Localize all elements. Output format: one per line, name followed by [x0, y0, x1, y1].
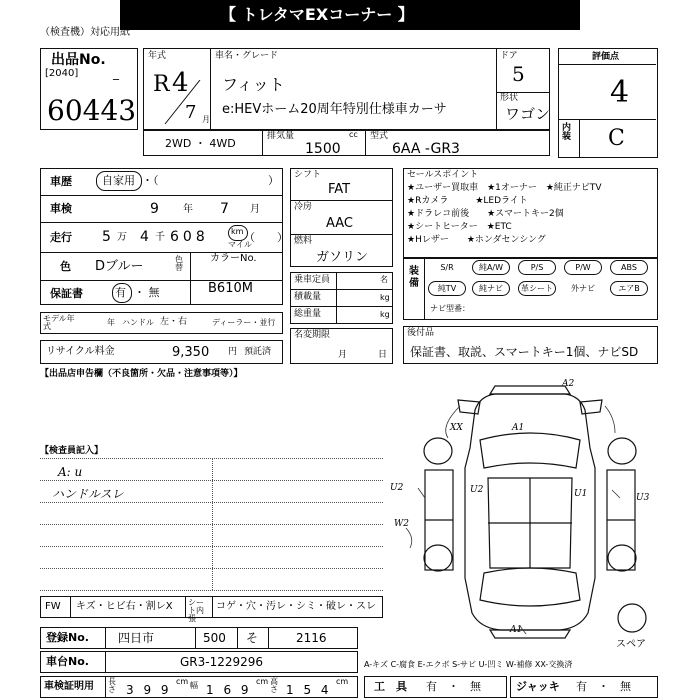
- color-no-label: カラーNo.: [210, 253, 257, 264]
- legend: A-キズ C-腐食 E-エクボ S-サビ U-凹ミ W-補修 XX-交換済: [364, 660, 573, 669]
- registration-number: 2116: [296, 631, 327, 645]
- width-value: 1 6 9: [206, 683, 252, 697]
- warranty-label: 保証書: [50, 287, 83, 300]
- car-grade: e:HEVホーム20周年特別仕様車カーサ: [222, 102, 447, 117]
- inspection-year-unit: 年: [183, 204, 193, 215]
- spare-label: スペア: [616, 639, 646, 650]
- color-label: 色: [60, 260, 71, 273]
- inspection-month: 7: [220, 201, 229, 217]
- equipment-label: 装備: [409, 266, 419, 289]
- equip-airbag: エアB: [610, 281, 648, 296]
- history-close: ）: [268, 174, 279, 187]
- score-exterior: 4: [610, 75, 630, 110]
- width-label: 幅: [190, 681, 198, 690]
- name-change-month: 月: [338, 350, 348, 360]
- sales-line-1: ★ユーザー買取車 ★1オーナー ★純正ナビTV: [407, 183, 602, 193]
- doors-label: ドア: [500, 51, 518, 61]
- color-value: Dブルー: [95, 259, 144, 274]
- seat-label: シート内張: [188, 598, 204, 623]
- load-label: 積載量: [294, 292, 322, 302]
- recycle-label: リサイクル料金: [46, 346, 115, 357]
- mark-left-front: XX: [450, 423, 463, 433]
- warranty-rest: ・ 無: [134, 286, 160, 299]
- fw-text: キズ・ヒビ右・割レX: [76, 601, 173, 612]
- history-value: 自家用: [102, 174, 135, 187]
- chassis-label: 車台No.: [46, 655, 89, 668]
- lot-label: 出品No.: [51, 52, 106, 68]
- length-label: 長さ: [108, 677, 116, 694]
- mileage-man-unit: 万: [117, 232, 127, 243]
- navi-model-label: ナビ型番：: [430, 304, 470, 313]
- warranty-value: 有: [115, 286, 126, 299]
- doors-value: 5: [512, 62, 525, 86]
- dealer-label: ディーラー・並行: [212, 318, 276, 327]
- recycle-value: 9,350: [172, 345, 210, 360]
- recycle-unit: 円: [228, 347, 238, 357]
- body-type-value: ワゴン: [505, 105, 551, 123]
- sales-line-4: ★シートヒーター ★ETC: [407, 222, 512, 232]
- mark-right-door: U1: [574, 489, 588, 499]
- mileage-rest: 608: [170, 229, 209, 245]
- load-unit: kg: [380, 293, 390, 302]
- model-label: 型式: [370, 131, 389, 141]
- certificate-label: 車検証明用: [44, 681, 94, 692]
- equip-tv: 純TV: [428, 281, 466, 296]
- inspection-label: 車検: [50, 202, 72, 215]
- inspector-note-1: A: u: [58, 465, 83, 479]
- height-label: 高さ: [270, 677, 278, 694]
- chassis-value: GR3-1229296: [180, 655, 264, 669]
- equip-sr: S/R: [440, 263, 454, 272]
- seat-text: コゲ・穴・汚レ・シミ・破レ・スレ: [216, 601, 376, 612]
- jack-label: ジャッキ: [516, 680, 560, 693]
- defects-label: 【出品店申告欄（不良箇所・欠品・注意事項等）】: [40, 369, 243, 379]
- header-bar: [120, 0, 580, 30]
- year-era: R: [153, 72, 170, 97]
- color-no: B610M: [208, 281, 253, 296]
- color-change-label: 色替: [175, 255, 183, 272]
- lot-number: 60443: [47, 94, 137, 127]
- registration-area: 四日市: [118, 631, 155, 645]
- model-change-year-unit: 年: [107, 318, 115, 327]
- fuel-value: ガソリン: [316, 250, 369, 265]
- height-unit: cm: [336, 677, 349, 686]
- fw-label: FW: [45, 601, 61, 612]
- accessories-value: 保証書、取説、スマートキー1個、ナビSD: [410, 345, 639, 359]
- sales-line-2: ★Rカメラ ★LEDライト: [407, 196, 528, 206]
- jack-value: 有 ・ 無: [576, 680, 631, 693]
- lot-box: 出品No. [2040] _ 60443: [40, 48, 138, 130]
- inspector-label: 【検査員記入】: [40, 446, 104, 456]
- header-title: 【 トレタマEXコーナー 】: [220, 5, 414, 24]
- sales-line-3: ★ドラレコ前後 ★スマートキー2個: [407, 209, 564, 219]
- top-note: （検査機）対応用紙: [40, 27, 130, 38]
- displacement-label: 排気量: [267, 131, 295, 141]
- drive-text: 2WD ・ 4WD: [165, 137, 236, 150]
- mileage-unit: km: [231, 227, 244, 236]
- year-month-unit: 月: [202, 115, 210, 124]
- history-label: 車歴: [50, 175, 72, 188]
- year-value: 4: [172, 68, 189, 98]
- inspector-lines: [40, 458, 383, 593]
- mileage-label: 走行: [50, 231, 72, 244]
- name-change-day: 日: [378, 350, 388, 360]
- mark-right-rear: U3: [636, 493, 650, 503]
- name-change-label: 名変期限: [294, 330, 331, 340]
- seats-unit: 名: [380, 275, 388, 284]
- registration-class: 500: [203, 631, 226, 645]
- handle-label: ハンドル: [122, 318, 154, 327]
- equip-pw: P/W: [564, 260, 602, 275]
- shift-label: シフト: [294, 170, 322, 180]
- recycle-note: 預託済: [244, 347, 272, 357]
- car-name: フィット: [222, 75, 285, 94]
- aircon-label: 冷房: [294, 202, 313, 212]
- tools-value: 有 ・ 無: [426, 680, 481, 693]
- height-value: 1 5 4: [286, 683, 332, 697]
- year-month: 7: [185, 102, 197, 123]
- mileage-sen-unit: 千: [155, 232, 165, 243]
- mileage-man: 5: [102, 229, 111, 245]
- width-unit: cm: [256, 677, 269, 686]
- mark-rear: A1: [510, 625, 523, 635]
- model-value: 6AA -GR3: [392, 141, 460, 157]
- mark-left-rear: W2: [394, 519, 409, 529]
- score-label: 評価点: [592, 52, 620, 62]
- inspector-note-2: ハンドルスレ: [52, 487, 124, 501]
- body-type-label: 形状: [500, 93, 519, 103]
- fuel-label: 燃料: [294, 236, 313, 246]
- year-label: 年式: [148, 51, 167, 61]
- equip-navi: 純ナビ: [472, 281, 510, 296]
- length-unit: cm: [176, 677, 189, 686]
- mark-hood: A1: [512, 423, 525, 433]
- car-name-label: 車名・グレード: [215, 51, 279, 61]
- displacement-value: 1500: [305, 141, 341, 157]
- equip-ps: P/S: [518, 260, 556, 275]
- lot-small-code: [2040]: [45, 68, 79, 79]
- handle-value: 左・右: [160, 317, 188, 327]
- equip-outer-navi: 外ナビ: [571, 284, 595, 293]
- aircon-value: AAC: [326, 216, 353, 231]
- car-diagram: [400, 378, 660, 643]
- equip-abs: ABS: [610, 260, 648, 275]
- total-label: 総重量: [294, 309, 322, 319]
- year-slash: [160, 80, 205, 125]
- interior-label: 内装: [562, 123, 572, 142]
- sales-points-label: セールスポイント: [407, 170, 479, 180]
- mileage-sen: 4: [140, 229, 149, 245]
- mark-left-door-a: U2: [390, 483, 404, 493]
- registration-label: 登録No.: [46, 631, 89, 644]
- inspection-year: 9: [150, 201, 159, 217]
- tools-label: 工 具: [374, 680, 407, 693]
- mark-left-door-b: U2: [470, 485, 484, 495]
- mileage-paren: （ ）: [244, 231, 288, 244]
- length-value: 3 9 9: [126, 683, 172, 697]
- score-interior: C: [608, 126, 625, 151]
- total-unit: kg: [380, 310, 390, 319]
- inspection-month-unit: 月: [250, 204, 260, 215]
- mark-front: A2: [562, 379, 575, 389]
- seats-label: 乗車定員: [294, 275, 331, 285]
- displacement-unit: cc: [349, 130, 358, 139]
- history-suffix: ・（: [142, 174, 159, 187]
- shift-value: FAT: [328, 182, 351, 197]
- registration-kana: そ: [246, 631, 259, 645]
- model-change-label: モデル年式: [43, 314, 75, 331]
- sales-line-5: ★Hレザー ★ホンダセンシング: [407, 235, 546, 245]
- equip-aw: 純A/W: [472, 260, 510, 275]
- accessories-label: 後付品: [407, 328, 435, 338]
- equip-leather: 革シート: [518, 281, 556, 296]
- mileage-mile: マイル: [228, 240, 252, 249]
